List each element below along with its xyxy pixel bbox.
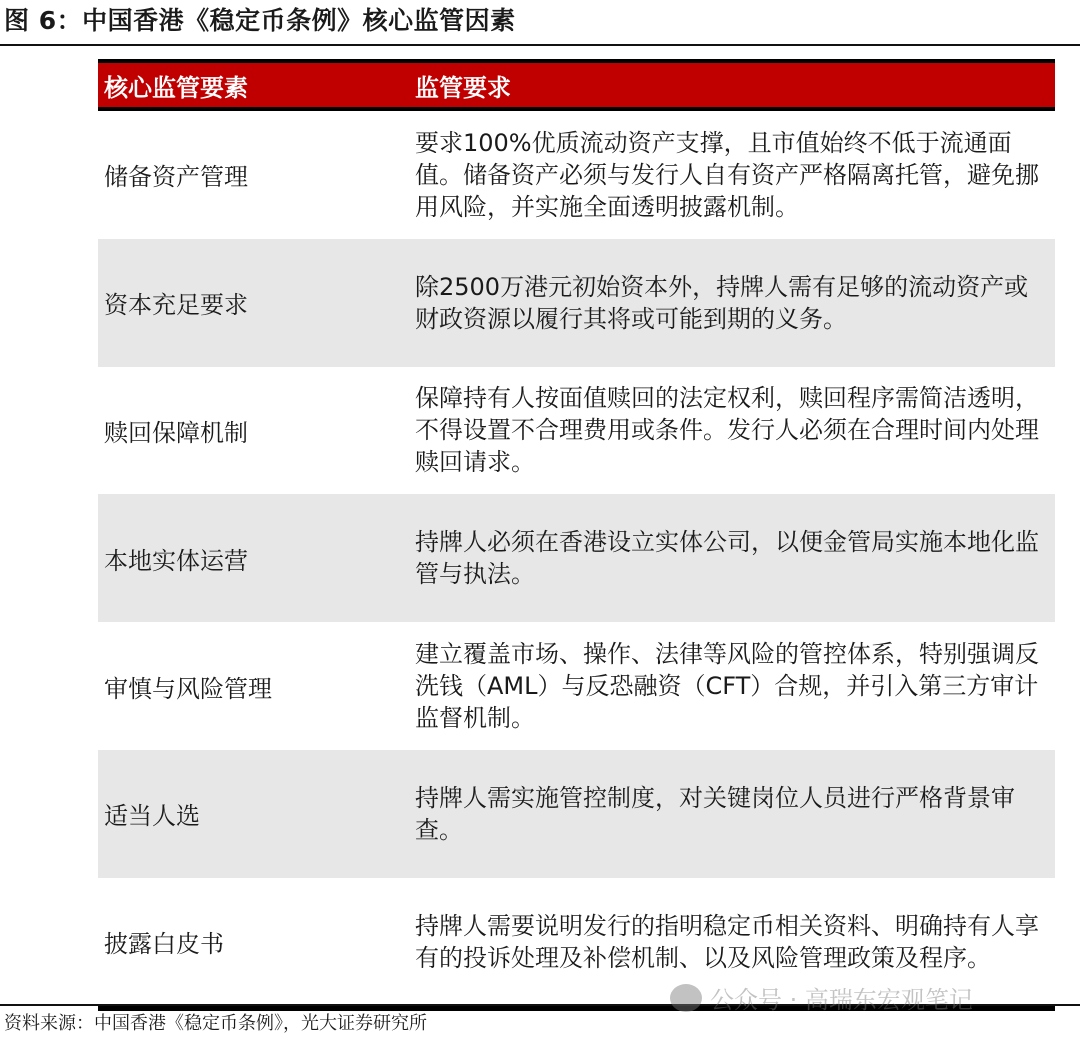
requirement-cell: 保障持有人按面值赎回的法定权利，赎回程序需简洁透明，不得设置不合理费用或条件。发行人必须在合理时间内处理赎回请求。 bbox=[415, 384, 1039, 477]
factor-cell: 适当人选 bbox=[104, 802, 200, 831]
watermark bbox=[670, 980, 973, 1015]
wechat-icon bbox=[670, 984, 702, 1012]
factor-cell: 披露白皮书 bbox=[104, 930, 224, 959]
table-row bbox=[98, 367, 1055, 495]
figure-title: 图 6：中国香港《稳定币条例》核心监管因素 bbox=[4, 6, 516, 35]
requirement-cell: 持牌人需实施管控制度，对关键岗位人员进行严格背景审查。 bbox=[415, 783, 1015, 844]
requirement-cell: 要求100%优质流动资产支撑，且市值始终不低于流通面值。储备资产必须与发行人自有资产严格隔离托管，避免挪用风险，并实施全面透明披露机制。 bbox=[415, 128, 1039, 221]
factor-cell: 资本充足要求 bbox=[104, 291, 248, 320]
table-row bbox=[98, 494, 1055, 622]
table-row bbox=[98, 239, 1055, 367]
requirement-cell: 持牌人必须在香港设立实体公司，以便金管局实施本地化监管与执法。 bbox=[415, 528, 1039, 589]
table-row bbox=[98, 111, 1055, 239]
watermark-text: 公众号 · 高瑞东宏观笔记 bbox=[710, 986, 973, 1014]
header-requirement: 监管要求 bbox=[415, 74, 511, 102]
table-header bbox=[98, 59, 1055, 111]
header-factor: 核心监管要素 bbox=[104, 74, 248, 102]
table-row bbox=[98, 622, 1055, 750]
title-divider bbox=[0, 44, 1080, 46]
factor-cell: 审慎与风险管理 bbox=[104, 674, 272, 703]
requirement-cell: 除2500万港元初始资本外，持牌人需有足够的流动资产或财政资源以履行其将或可能到期的义务。 bbox=[415, 272, 1029, 333]
factor-cell: 赎回保障机制 bbox=[104, 418, 248, 447]
factor-cell: 储备资产管理 bbox=[104, 163, 248, 192]
requirement-cell: 建立覆盖市场、操作、法律等风险的管控体系，特别强调反洗钱（AML）与反恐融资（CFT）合规，并引入第三方审计监督机制。 bbox=[415, 640, 1039, 733]
regulation-table bbox=[98, 59, 1055, 1011]
requirement-cell: 持牌人需要说明发行的指明稳定币相关资料、明确持有人享有的投诉处理及补偿机制、以及风险管理政策及程序。 bbox=[415, 911, 1039, 972]
factor-cell: 本地实体运营 bbox=[104, 546, 248, 575]
table-row bbox=[98, 750, 1055, 878]
source-note: 资料来源：中国香港《稳定币条例》，光大证券研究所 bbox=[4, 1013, 427, 1034]
